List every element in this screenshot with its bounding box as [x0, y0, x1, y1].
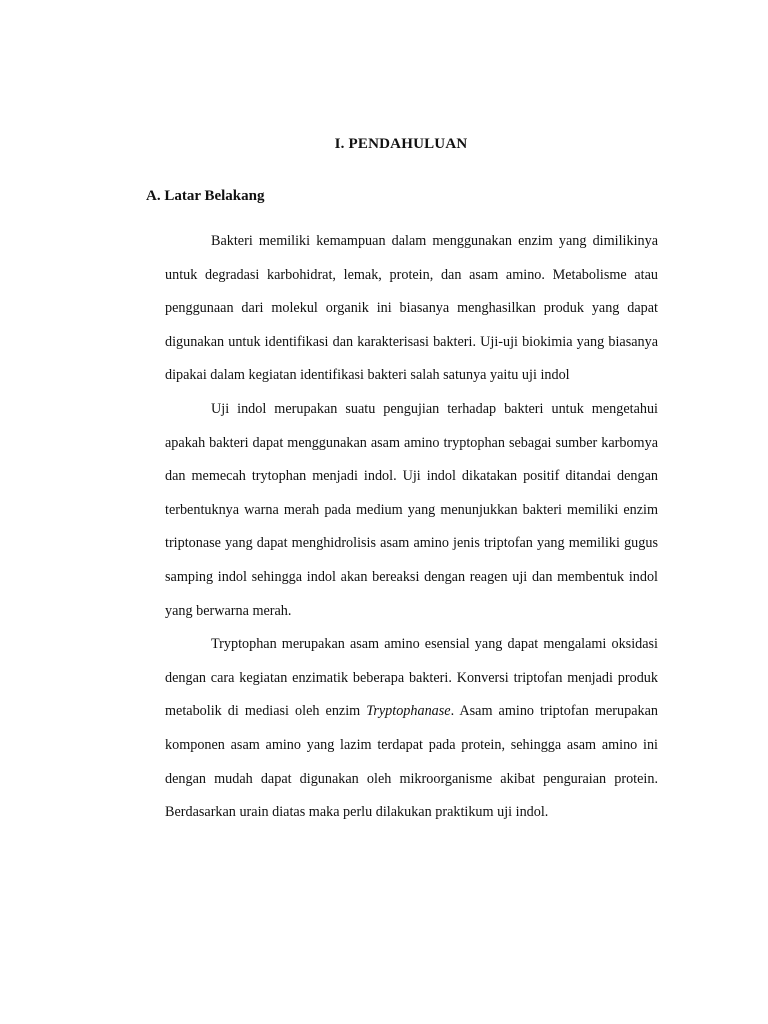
page-title: I. PENDAHULUAN	[334, 136, 468, 152]
paragraph-1: Bakteri memiliki kemampuan dalam menggunakan enzim yang dimilikinya untuk degradasi karbohidrat, lemak, protein, dan asam amino. Metabolisme atau penggunaan dari molekul organik ini biasanya menghasilkan produk yang dapat digunakan untuk identifikasi dan karakterisasi bakteri. Uji-uji biokimia yang biasanya dipakai dalam kegiatan identifikasi bakteri salah satunya yaitu uji indol	[165, 233, 658, 384]
paragraph-3-part-1: Tryptophan merupakan asam amino esensial yang dapat mengalami oksidasi dengan cara kegiatan enzimatik beberapa bakteri. Konversi triptofan menjadi produk metabolik di mediasi oleh enzim	[165, 636, 658, 720]
paragraph-2: Uji indol merupakan suatu pengujian terhadap bakteri untuk mengetahui apakah bakteri dapat menggunakan asam amino tryptophan sebagai sumber karbomya dan memecah trytophan menjadi indol. Uji indol dikatakan positif ditandai dengan terbentuknya warna merah pada medium yang menunjukkan bakteri memiliki enzim triptonase yang dapat menghidrolisis asam amino jenis triptofan yang memiliki gugus samping indol sehingga indol akan bereaksi dengan reagen uji dan membentuk indol yang berwarna merah.	[165, 400, 658, 619]
paragraph-3-part-2: . Asam amino triptofan merupakan komponen asam amino yang lazim terdapat pada protein, sehingga asam amino ini dengan mudah dapat digunakan oleh mikroorganisme akibat penguraian protein. Berdasarkan urain diatas maka perlu dilakukan praktikum uji indol.	[165, 703, 658, 821]
enzyme-name: Tryptophanase	[366, 703, 451, 720]
paragraph-3	[165, 628, 658, 830]
section-title: A. Latar Belakang	[146, 188, 265, 204]
body-text	[165, 225, 658, 830]
